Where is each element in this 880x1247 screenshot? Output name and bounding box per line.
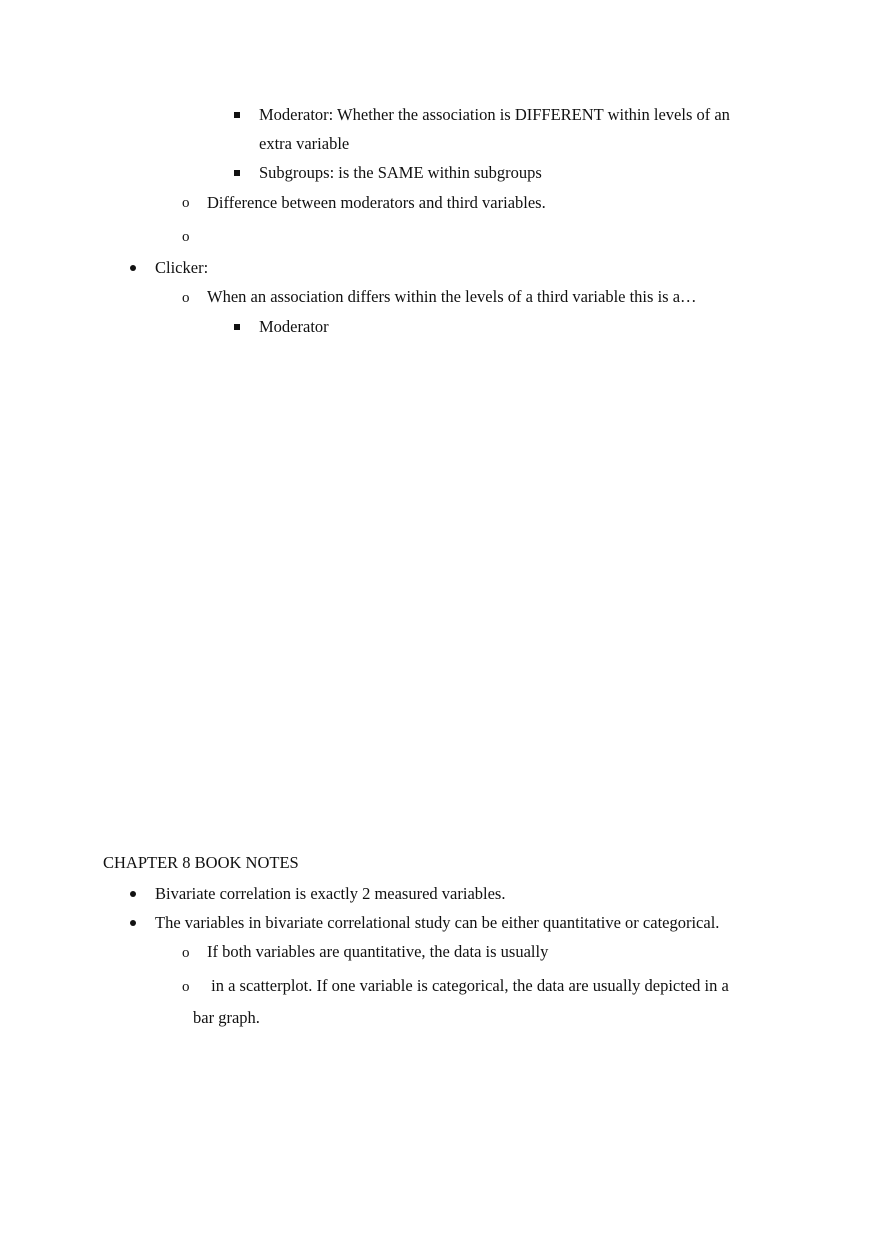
bivariate-bullet-text: Bivariate correlation is exactly 2 measured variables. <box>155 884 506 903</box>
square-bullet-icon <box>234 112 240 118</box>
square-bullet-icon <box>234 324 240 330</box>
difference-text: Difference between moderators and third variables. <box>207 193 546 212</box>
scatterplot-sub-text-line2: bar graph. <box>193 1008 260 1027</box>
clicker-question-text: When an association differs within the levels of a third variable this is a… <box>207 287 697 306</box>
round-bullet-icon <box>130 920 136 926</box>
variables-bullet-text: The variables in bivariate correlational study can be either quantitative or categorical. <box>155 913 720 932</box>
square-bullet-icon <box>234 170 240 176</box>
circle-bullet-icon: o <box>182 945 190 961</box>
circle-bullet-icon: o <box>182 195 190 211</box>
circle-bullet-icon: o <box>182 979 190 995</box>
circle-bullet-icon: o <box>182 290 190 306</box>
round-bullet-icon <box>130 265 136 271</box>
clicker-heading: Clicker: <box>155 258 209 277</box>
quantitative-sub-text: If both variables are quantitative, the data is usually <box>207 942 549 961</box>
chapter-heading: CHAPTER 8 BOOK NOTES <box>103 853 299 872</box>
moderator-text-line1: Moderator: Whether the association is DIFFERENT within levels of an <box>259 105 730 124</box>
scatterplot-sub-text-line1: in a scatterplot. If one variable is categorical, the data are usually depicted in a <box>207 976 729 995</box>
subgroups-text: Subgroups: is the SAME within subgroups <box>259 163 542 182</box>
round-bullet-icon <box>130 891 136 897</box>
moderator-text-line2: extra variable <box>259 134 350 153</box>
empty-circle-bullet-icon: o <box>182 229 190 245</box>
clicker-answer-text: Moderator <box>259 317 329 336</box>
